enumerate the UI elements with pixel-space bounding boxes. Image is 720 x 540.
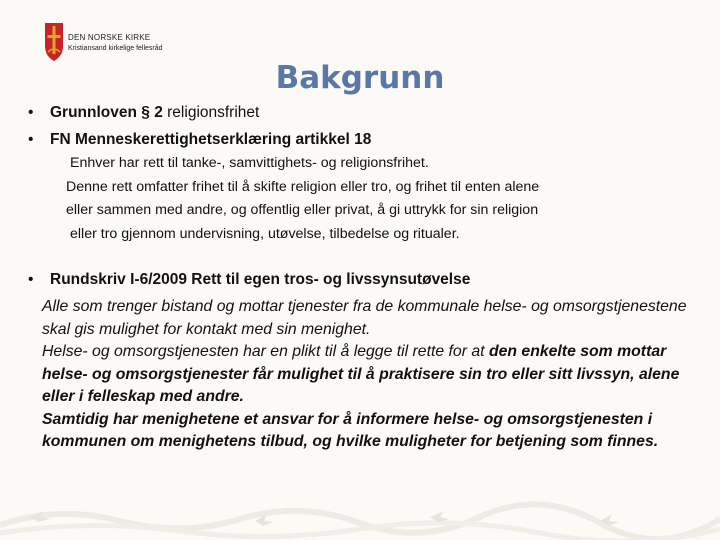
quote-line: Enhver har rett til tanke-, samvittighets- og religionsfrihet. [70,155,429,171]
bullet-grunnloven [28,104,259,122]
quote-line: eller tro gjennom undervisning, utøvelse, tilbedelse og ritualer. [70,225,460,242]
body-text [42,296,702,454]
article-quote [66,152,666,246]
paragraph-3: Samtidig har menighetene et ansvar for å informere helse- og omsorgstjenesten i kommunen om menighetens tilbud, og hvilke muligheter for betjening som finnes. [42,410,659,450]
paragraph-1: Alle som trenger bistand og mottar tjenester fra de kommunale helse- og omsorgstjenestene skal gis mulighet for kontakt med sin menighet. [42,298,687,338]
bullet1-bold: Grunnloven § 2 [50,104,163,121]
bullet1-rest: religionsfrihet [162,104,260,121]
paragraph-2 [42,341,702,409]
organization-label [68,32,163,54]
bullet-rundskriv [28,271,470,289]
bullet-fn [28,131,371,149]
bullet-dot-icon: • [28,131,34,148]
dove-border-decoration [0,495,720,540]
bullet-dot-icon: • [28,271,34,288]
church-logo-icon [44,22,64,62]
org-name: DEN NORSKE KIRKE [68,33,151,42]
paragraph-2-plain: Helse- og omsorgstjenesten har en plikt til å legge til rette for at [42,343,489,360]
bullet-dot-icon: • [28,104,34,121]
org-subtitle: Kristiansand kirkelige fellesråd [68,45,163,52]
paragraph-2-bold: den enkelte som mottar helse- og omsorgstjenester får mulighet til å praktisere sin tro eller sitt livssyn, alene eller i felleskap med andre. [42,343,680,405]
slide-title: Bakgrunn [275,60,445,96]
bullet2-text: FN Menneskerettighetserklæring artikkel 18 [50,131,372,148]
quote-line: eller sammen med andre, og offentlig eller privat, å gi uttrykk for sin religion [66,202,539,218]
bullet3-text: Rundskriv I-6/2009 Rett til egen tros- og livssynsutøvelse [50,271,471,288]
quote-line: Denne rett omfatter frihet til å skifte religion eller tro, og frihet til enten alene [66,178,540,195]
